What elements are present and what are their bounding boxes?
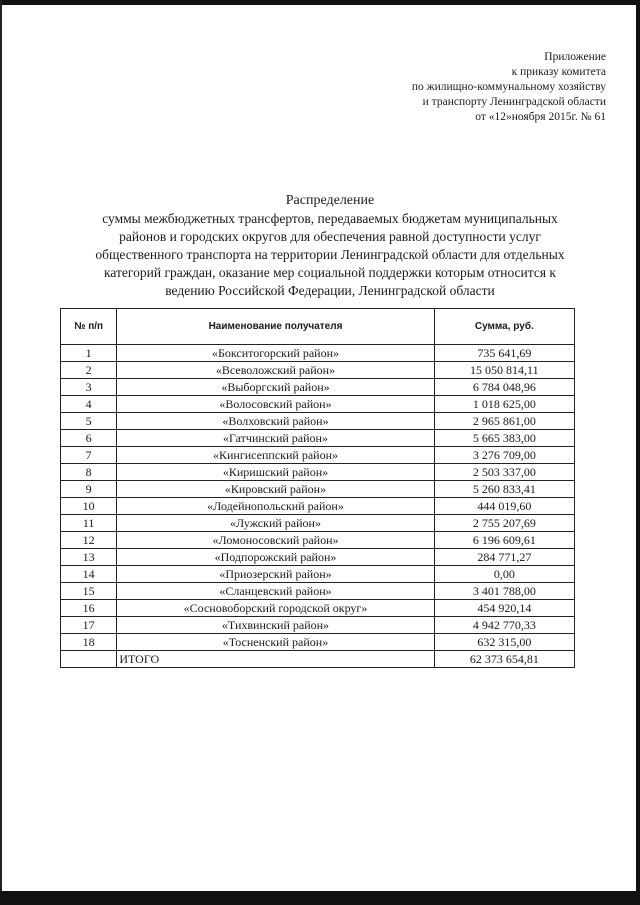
total-label: ИТОГО [117,651,434,668]
appendix-line: по жилищно-коммунальному хозяйству [411,81,606,93]
table-row [61,464,575,481]
row-sum-cell: 4 942 770,33 [434,617,574,634]
row-num-cell: 7 [61,447,117,464]
appendix-line: от «12»ноября 2015г. № 61 [475,111,606,123]
appendix-line: и транспорту Ленинградской области [422,96,606,108]
table-row [61,345,575,362]
row-sum-cell: 0,00 [434,566,574,583]
table-row [61,634,575,651]
row-num-cell: 10 [61,498,117,515]
row-name-cell: «Бокситогорский район» [117,345,434,362]
table-row [61,515,575,532]
row-num-cell: 8 [61,464,117,481]
table-row [61,583,575,600]
table-header-row [61,309,575,345]
total-num-cell [61,651,117,668]
row-name-cell: «Всеволожский район» [117,362,434,379]
table-row [61,481,575,498]
row-num-cell: 6 [61,430,117,447]
table-row [61,447,575,464]
table-row [61,430,575,447]
row-sum-cell: 5 665 383,00 [434,430,574,447]
heading-line: ведению Российской Федерации, Ленинградской области [165,283,495,298]
table-row [61,379,575,396]
row-sum-cell: 3 276 709,00 [434,447,574,464]
row-sum-cell: 2 965 861,00 [434,413,574,430]
row-sum-cell: 284 771,27 [434,549,574,566]
appendix-line: Приложение [544,51,606,63]
row-name-cell: «Сосновоборский городской округ» [117,600,434,617]
table-row [61,532,575,549]
scan-edge-bottom [0,891,640,905]
row-sum-cell: 632 315,00 [434,634,574,651]
row-num-cell: 5 [61,413,117,430]
row-name-cell: «Тосненский район» [117,634,434,651]
row-num-cell: 11 [61,515,117,532]
scan-edge-top [0,0,640,5]
row-num-cell: 15 [61,583,117,600]
row-sum-cell: 6 196 609,61 [434,532,574,549]
row-sum-cell: 1 018 625,00 [434,396,574,413]
row-name-cell: «Киришский район» [117,464,434,481]
row-name-cell: «Волховский район» [117,413,434,430]
row-name-cell: «Ломоносовский район» [117,532,434,549]
row-num-cell: 2 [61,362,117,379]
document-heading [40,192,620,300]
row-name-cell: «Волосовский район» [117,396,434,413]
row-name-cell: «Кингисеппский район» [117,447,434,464]
row-num-cell: 18 [61,634,117,651]
row-sum-cell: 2 503 337,00 [434,464,574,481]
row-sum-cell: 454 920,14 [434,600,574,617]
row-sum-cell: 15 050 814,11 [434,362,574,379]
table-row [61,413,575,430]
row-name-cell: «Лодейнопольский район» [117,498,434,515]
row-sum-cell: 6 784 048,96 [434,379,574,396]
scan-edge-left [0,0,2,905]
row-name-cell: «Приозерский район» [117,566,434,583]
document-title: Распределение [285,193,375,208]
heading-line: категорий граждан, оказание мер социальной поддержки которым относится к [104,265,556,280]
heading-line: общественного транспорта на территории Ленинградской области для отдельных [95,247,565,262]
heading-line: районов и городских округов для обеспечения равной доступности услуг [119,229,541,244]
row-name-cell: «Сланцевский район» [117,583,434,600]
row-num-cell: 16 [61,600,117,617]
header-num: № п/п [61,309,117,345]
row-name-cell: «Лужский район» [117,515,434,532]
distribution-table [60,308,575,668]
row-sum-cell: 3 401 788,00 [434,583,574,600]
table-row [61,396,575,413]
row-sum-cell: 444 019,60 [434,498,574,515]
appendix-line: к приказу комитета [511,66,606,78]
row-name-cell: «Гатчинский район» [117,430,434,447]
row-name-cell: «Тихвинский район» [117,617,434,634]
row-num-cell: 9 [61,481,117,498]
total-sum: 62 373 654,81 [434,651,574,668]
table-row [61,600,575,617]
heading-line: суммы межбюджетных трансфертов, передаваемых бюджетам муниципальных [102,211,558,226]
table-row [61,617,575,634]
scan-edge-right [636,0,640,905]
row-num-cell: 3 [61,379,117,396]
row-sum-cell: 5 260 833,41 [434,481,574,498]
row-num-cell: 12 [61,532,117,549]
row-num-cell: 1 [61,345,117,362]
row-num-cell: 17 [61,617,117,634]
appendix-block [412,50,606,125]
row-name-cell: «Кировский район» [117,481,434,498]
table-body [61,345,575,668]
table-row [61,549,575,566]
header-sum: Сумма, руб. [434,309,574,345]
row-sum-cell: 2 755 207,69 [434,515,574,532]
header-name: Наименование получателя [117,309,434,345]
table-row [61,362,575,379]
table-row [61,498,575,515]
row-name-cell: «Подпорожский район» [117,549,434,566]
row-num-cell: 4 [61,396,117,413]
table-row [61,566,575,583]
row-num-cell: 13 [61,549,117,566]
row-num-cell: 14 [61,566,117,583]
row-name-cell: «Выборгский район» [117,379,434,396]
row-sum-cell: 735 641,69 [434,345,574,362]
total-row [61,651,575,668]
